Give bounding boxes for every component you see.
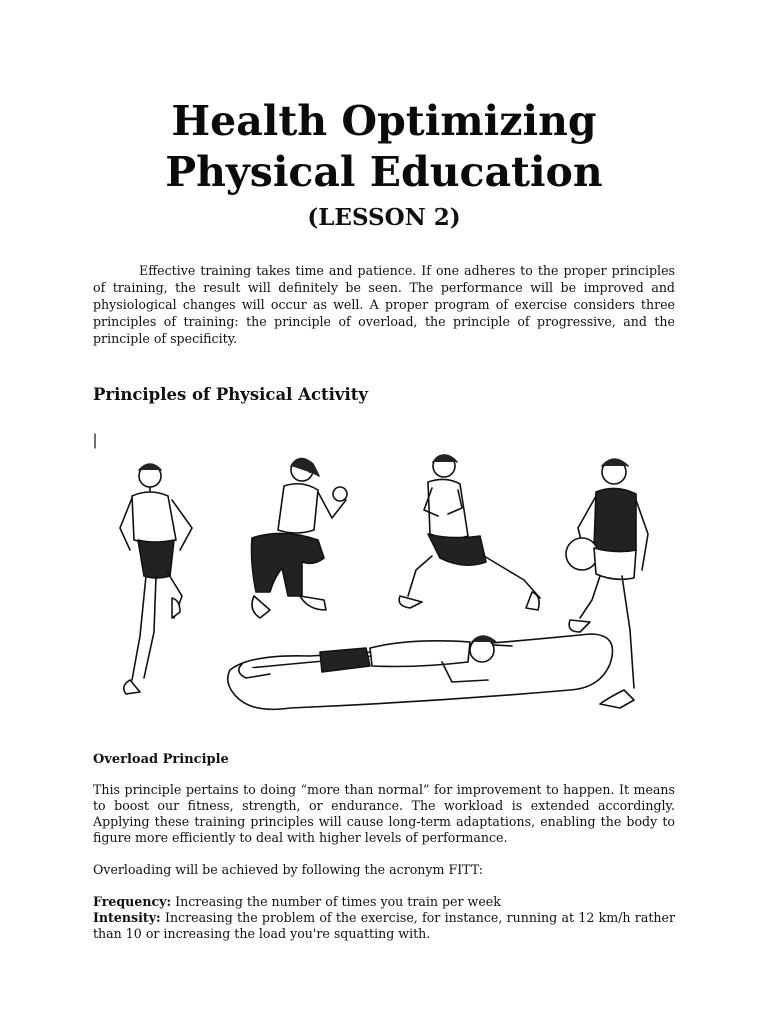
intensity-text: Increasing the problem of the exercise, for instance, running at 12 km/h rather than 10 or increasing the load you're squatting with.: [93, 910, 675, 941]
plank-figure: [228, 634, 613, 709]
intensity-label: Intensity:: [93, 910, 161, 925]
exercise-illustration: [92, 430, 682, 730]
document-title-line-1: Health Optimizing: [171, 97, 597, 145]
overload-paragraph: This principle pertains to doing “more than normal” for improvement to happen. It means to boost our fitness, strength, or endurance. The workload is extended accordingly. Applying these training principles will cause long-term adaptations, enabling the body to figure more efficiently to deal with higher levels of performance.: [93, 782, 675, 845]
frequency-line: [93, 894, 675, 910]
frequency-text: Increasing the number of times you train per week: [171, 894, 501, 909]
lesson-subtitle: (LESSON 2): [307, 204, 461, 231]
runner-figure: [120, 464, 192, 694]
lunge-figure: [399, 455, 540, 610]
document-title-line-2: Physical Education: [165, 148, 603, 196]
overload-principle-heading: Overload Principle: [93, 752, 229, 767]
frequency-label: Frequency:: [93, 894, 172, 909]
intensity-line: [93, 910, 675, 942]
intro-paragraph: Effective training takes time and patience. If one adheres to the proper principles of training, the result will definitely be seen. The performance will be improved and physiological changes will occur as well. A proper program of exercise considers three principles of training: the principle of overload, the principle of progressive, and the principle of specificity.: [93, 263, 675, 346]
section-heading: Principles of Physical Activity: [93, 385, 368, 404]
squat-figure: [252, 458, 348, 618]
fitt-intro: Overloading will be achieved by following the acronym FITT:: [93, 862, 484, 877]
